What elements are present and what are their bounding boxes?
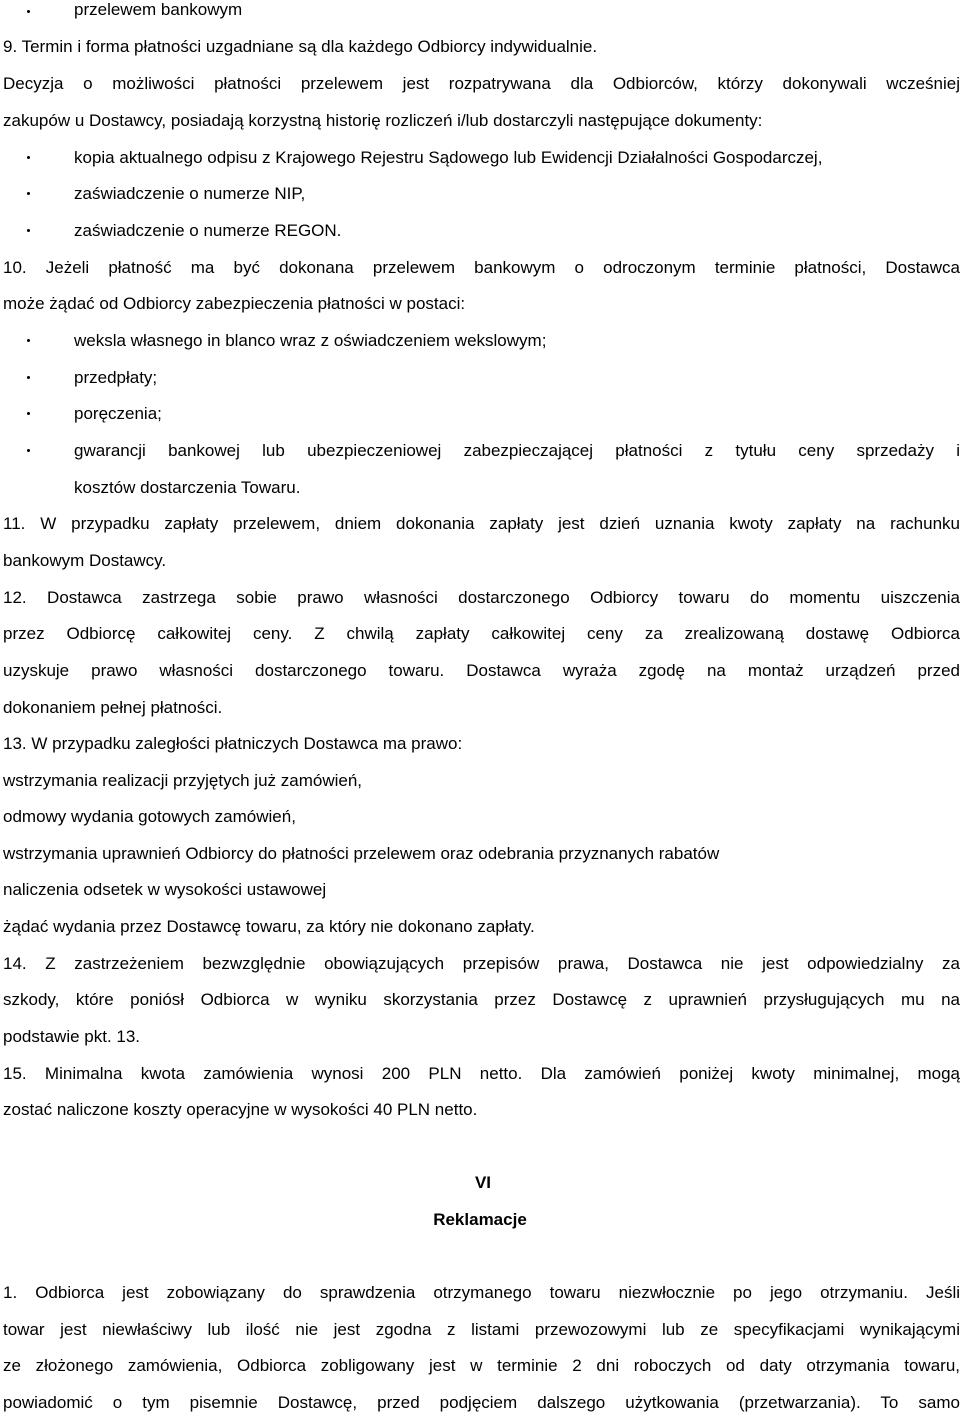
bullet-marker bbox=[27, 402, 33, 426]
bullet-marker bbox=[27, 439, 33, 463]
bullet-item: gwarancji bankowej lub ubezpieczeniowej zabezpieczającej płatności z tytułu ceny sprzedaży i bbox=[74, 441, 960, 460]
bullet-item: poręczenia; bbox=[74, 404, 162, 423]
paragraph-13-line: wstrzymania realizacji przyjętych już zamówień, bbox=[3, 771, 363, 790]
bullet-item: zaświadczenie o numerze NIP, bbox=[74, 184, 306, 203]
paragraph-15-line: zostać naliczone koszty operacyjne w wysokości 40 PLN netto. bbox=[3, 1100, 478, 1119]
bullet-marker bbox=[27, 329, 33, 353]
paragraph-15-line: 15. Minimalna kwota zamówienia wynosi 200 PLN netto. Dla zamówień poniżej kwoty minimalnej, mogą bbox=[3, 1064, 960, 1083]
paragraph-9-line: zakupów u Dostawcy, posiadają korzystną historię rozliczeń i/lub dostarczyli następujące dokumenty: bbox=[3, 111, 763, 130]
complaints-paragraph-line: towar jest niewłaściwy lub ilość nie jest zgodna z listami przewozowymi lub ze specyfikacjami wynikającymi bbox=[3, 1320, 960, 1339]
complaints-paragraph-line: powiadomić o tym pisemnie Dostawcę, przed podjęciem dalszego użytkowania (przetwarzania). To samo bbox=[3, 1393, 960, 1412]
paragraph-14-line: podstawie pkt. 13. bbox=[3, 1027, 141, 1046]
paragraph-12-line: dokonaniem pełnej płatności. bbox=[3, 698, 223, 717]
complaints-paragraph-line: 1. Odbiorca jest zobowiązany do sprawdzenia otrzymanego towaru niezwłocznie po jego otrzymaniu. Jeśli bbox=[3, 1283, 960, 1302]
bullet-item: przedpłaty; bbox=[74, 368, 158, 387]
bullet-item-continuation: kosztów dostarczenia Towaru. bbox=[74, 478, 301, 497]
paragraph-12-line: uzyskuje prawo własności dostarczonego towaru. Dostawca wyraża zgodę na montaż urządzeń przed bbox=[3, 661, 960, 680]
bullet-marker bbox=[27, 146, 33, 170]
paragraph-10-line: 10. Jeżeli płatność ma być dokonana przelewem bankowym o odroczonym terminie płatności, Dostawca bbox=[3, 258, 960, 277]
paragraph-13-line: odmowy wydania gotowych zamówień, bbox=[3, 807, 296, 826]
paragraph-12-line: 12. Dostawca zastrzega sobie prawo własności dostarczonego Odbiorcy towaru do momentu uiszczenia bbox=[3, 588, 960, 607]
bullet-marker bbox=[27, 182, 33, 206]
bullet-item: przelewem bankowym bbox=[74, 0, 243, 19]
paragraph-11-line: 11. W przypadku zapłaty przelewem, dniem dokonania zapłaty jest dzień uznania kwoty zapłaty na rachunku bbox=[3, 514, 960, 533]
bullet-item: kopia aktualnego odpisu z Krajowego Rejestru Sądowego lub Ewidencji Działalności Gospodarczej, bbox=[74, 148, 823, 167]
paragraph-14-line: 14. Z zastrzeżeniem bezwzględnie obowiązujących przepisów prawa, Dostawca nie jest odpowiedzialny za bbox=[3, 954, 960, 973]
paragraph-13-line: 13. W przypadku zaległości płatniczych Dostawca ma prawo: bbox=[3, 734, 463, 753]
paragraph-13-line: żądać wydania przez Dostawcę towaru, za który nie dokonano zapłaty. bbox=[3, 917, 535, 936]
paragraph-10-line: może żądać od Odbiorcy zabezpieczenia płatności w postaci: bbox=[3, 294, 466, 313]
paragraph-12-line: przez Odbiorcę całkowitej ceny. Z chwilą zapłaty całkowitej ceny za zrealizowaną dostawę Odbiorca bbox=[3, 624, 960, 643]
paragraph-13-line: naliczenia odsetek w wysokości ustawowej bbox=[3, 880, 327, 899]
paragraph-13-line: wstrzymania uprawnień Odbiorcy do płatności przelewem oraz odebrania przyznanych rabatów bbox=[3, 844, 720, 863]
bullet-marker bbox=[27, 366, 33, 390]
paragraph-9-line: Decyzja o możliwości płatności przelewem jest rozpatrywana dla Odbiorców, którzy dokonywali wcześniej bbox=[3, 74, 960, 93]
bullet-marker bbox=[27, 0, 33, 24]
section-title: Reklamacje bbox=[433, 1210, 527, 1229]
paragraph-11-line: bankowym Dostawcy. bbox=[3, 551, 167, 570]
bullet-item: weksla własnego in blanco wraz z oświadczeniem wekslowym; bbox=[74, 331, 547, 350]
paragraph-9-line: 9. Termin i forma płatności uzgadniane są dla każdego Odbiorcy indywidualnie. bbox=[3, 37, 598, 56]
complaints-paragraph-line: ze złożonego zamówienia, Odbiorca zobligowany jest w terminie 2 dni roboczych od daty otrzymania towaru, bbox=[3, 1356, 960, 1375]
section-number: VI bbox=[474, 1173, 492, 1192]
bullet-marker bbox=[27, 219, 33, 243]
paragraph-14-line: szkody, które poniósł Odbiorca w wyniku skorzystania przez Dostawcę z uprawnień przysługujących mu na bbox=[3, 990, 960, 1009]
bullet-item: zaświadczenie o numerze REGON. bbox=[74, 221, 342, 240]
